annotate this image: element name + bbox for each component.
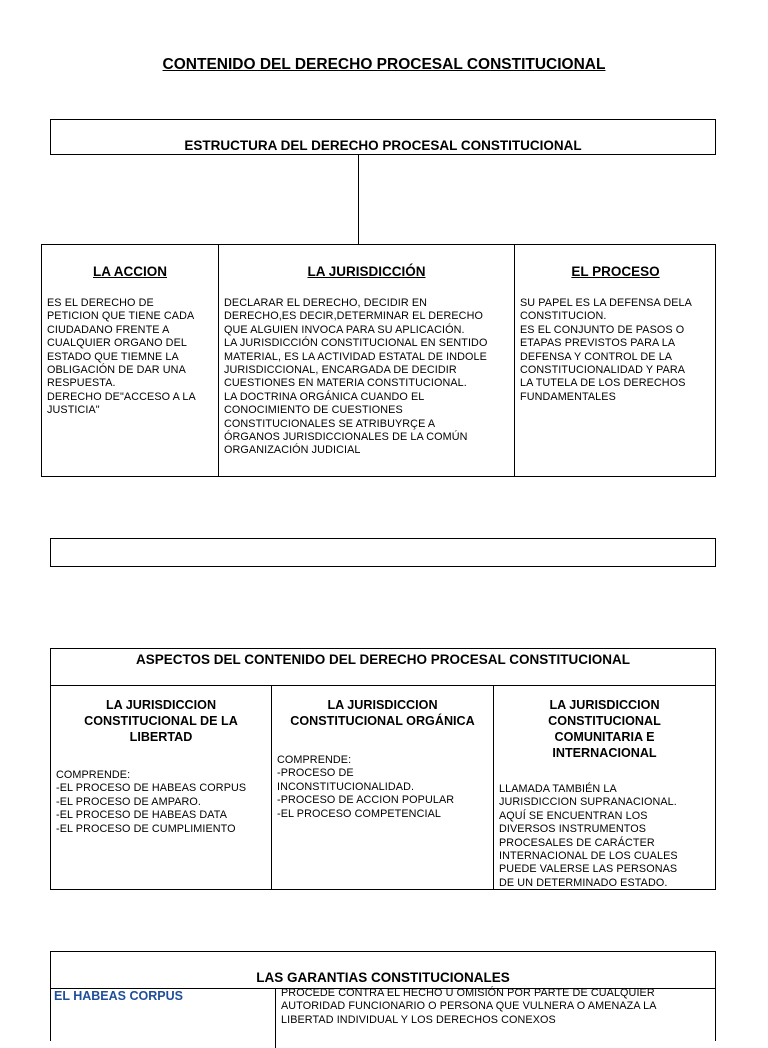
text-line: FUNDAMENTALES: [520, 390, 616, 403]
text-line: JURISDICCION SUPRANACIONAL.: [499, 796, 677, 809]
column-heading: EL PROCESO: [571, 264, 660, 279]
text-line: COMPRENDE:: [277, 754, 352, 766]
empty-box: [50, 538, 716, 567]
text-line: -EL PROCESO DE HABEAS DATA: [56, 809, 227, 822]
garantias-table: [50, 951, 716, 1041]
text-line: -PROCESO DE ACCION POPULAR: [277, 794, 455, 807]
column-heading: LA JURISDICCIÓN: [307, 264, 426, 279]
text-line: JUSTICIA": [47, 404, 100, 417]
text-line: CONSTITUCIONALES SE ATRIBUYRÇE A: [224, 417, 436, 430]
text-line: CONSTITUCION.: [520, 310, 607, 323]
aspectos-table: [50, 648, 716, 890]
estructura-title-box: [50, 119, 716, 155]
text-line: LA TUTELA DE LOS DERECHOS: [520, 377, 686, 390]
text-line: CONSTITUCIONALIDAD Y PARA: [520, 364, 686, 377]
text-line: SU PAPEL ES LA DEFENSA DELA: [520, 297, 692, 309]
text-line: -EL PROCESO DE CUMPLIMIENTO: [56, 822, 236, 835]
heading-line: LA JURISDICCION: [549, 698, 660, 712]
column-heading: LA ACCION: [93, 264, 167, 279]
column-text: [499, 783, 678, 890]
text-line: DERECHO,ES DECIR,DETERMINAR EL DERECHO: [224, 310, 483, 323]
column-divider: [275, 988, 276, 1048]
text-line: CIUDADANO FRENTE A: [47, 323, 170, 336]
text-line: LIBERTAD INDIVIDUAL Y LOS DERECHOS CONEXOS: [281, 1013, 556, 1026]
text-line: CUALQUIER ORGANO DEL: [47, 337, 187, 350]
text-line: -EL PROCESO DE HABEAS CORPUS: [56, 782, 247, 795]
column-accion: [42, 245, 218, 418]
text-line: ETAPAS PREVISTOS PARA LA: [520, 337, 676, 350]
text-line: PUEDE VALERSE LAS PERSONAS: [499, 863, 678, 876]
text-line: CUESTIONES EN MATERIA CONSTITUCIONAL.: [224, 377, 467, 390]
text-line: ÓRGANOS JURISDICCIONALES DE LA COMÚN: [224, 431, 468, 444]
heading-line: CONSTITUCIONAL DE LA: [84, 714, 238, 728]
heading-line: LIBERTAD: [129, 730, 193, 744]
row-label: EL HABEAS CORPUS: [54, 989, 183, 1003]
heading-line: LA JURISDICCION: [105, 698, 217, 712]
estructura-title: ESTRUCTURA DEL DERECHO PROCESAL CONSTITUCIONAL: [184, 138, 582, 153]
text-line: LA DOCTRINA ORGÁNICA CUANDO EL: [224, 390, 425, 403]
text-line: ES EL DERECHO DE: [47, 297, 154, 309]
heading-line: INTERNACIONAL: [552, 746, 657, 760]
heading-line: LA JURISDICCION: [327, 698, 438, 712]
text-line: CONOCIMIENTO DE CUESTIONES: [224, 404, 403, 417]
column-comunitaria: [494, 686, 715, 890]
text-line: LLAMADA TAMBIÉN LA: [499, 783, 617, 795]
text-line: ESTADO QUE TIEMNE LA: [47, 350, 179, 363]
heading-line: CONSTITUCIONAL: [548, 714, 661, 728]
text-line: LA JURISDICCIÓN CONSTITUCIONAL EN SENTIDO: [224, 337, 488, 350]
column-text: [277, 754, 454, 821]
page-title: CONTENIDO DEL DERECHO PROCESAL CONSTITUCIONAL: [162, 56, 606, 73]
column-organica: [272, 686, 493, 890]
text-line: DE UN DETERMINADO ESTADO.: [499, 876, 668, 889]
garantias-title: LAS GARANTIAS CONSTITUCIONALES: [256, 970, 510, 985]
text-line: -EL PROCESO COMPETENCIAL: [277, 807, 441, 820]
text-line: -EL PROCESO DE AMPARO.: [56, 795, 201, 808]
text-line: PROCEDE CONTRA EL HECHO U OMISIÓN POR PARTE DE CUALQUIER: [281, 987, 655, 999]
text-line: DECLARAR EL DERECHO, DECIDIR EN: [224, 297, 428, 309]
column-text: [47, 297, 218, 418]
text-line: ORGANIZACIÓN JUDICIAL: [224, 444, 361, 457]
text-line: PETICION QUE TIENE CADA: [47, 310, 195, 323]
text-line: INTERNACIONAL DE LOS CUALES: [499, 850, 678, 863]
column-heading: [51, 697, 271, 745]
text-line: AQUÍ SE ENCUENTRAN LOS: [499, 809, 648, 822]
text-line: -PROCESO DE: [277, 767, 354, 780]
column-heading: [494, 697, 715, 761]
column-heading: [272, 697, 493, 729]
column-libertad: [51, 686, 271, 890]
text-line: MATERIAL, ES LA ACTIVIDAD ESTATAL DE INDOLE: [224, 350, 487, 363]
text-line: QUE ALGUIEN INVOCA PARA SU APLICACIÓN.: [224, 323, 465, 336]
heading-line: CONSTITUCIONAL ORGÁNICA: [290, 714, 475, 728]
column-text: [56, 769, 246, 836]
text-line: DIVERSOS INSTRUMENTOS: [499, 823, 647, 836]
text-line: DEFENSA Y CONTROL DE LA: [520, 350, 673, 363]
text-line: RESPUESTA.: [47, 377, 116, 390]
heading-line: COMUNITARIA E: [554, 730, 655, 744]
connector-line: [358, 155, 359, 244]
row-text: [281, 987, 657, 1027]
text-line: JURISDICCIONAL, ENCARGADA DE DECIDIR: [224, 364, 457, 377]
text-line: COMPRENDE:: [56, 769, 131, 781]
text-line: DERECHO DE"ACCESO A LA: [47, 390, 196, 403]
column-proceso: [515, 245, 716, 404]
aspectos-title: ASPECTOS DEL CONTENIDO DEL DERECHO PROCESAL CONSTITUCIONAL: [135, 652, 631, 667]
text-line: ES EL CONJUNTO DE PASOS O: [520, 323, 685, 336]
text-line: INCONSTITUCIONALIDAD.: [277, 780, 415, 793]
column-text: [224, 297, 514, 458]
text-line: PROCESALES DE CARÁCTER: [499, 836, 655, 849]
column-jurisdiccion: [219, 245, 514, 458]
column-text: [520, 297, 716, 404]
estructura-table: [41, 244, 716, 477]
text-line: OBLIGACIÓN DE DAR UNA: [47, 364, 186, 377]
text-line: AUTORIDAD FUNCIONARIO O PERSONA QUE VULNERA O AMENAZA LA: [281, 1000, 657, 1013]
